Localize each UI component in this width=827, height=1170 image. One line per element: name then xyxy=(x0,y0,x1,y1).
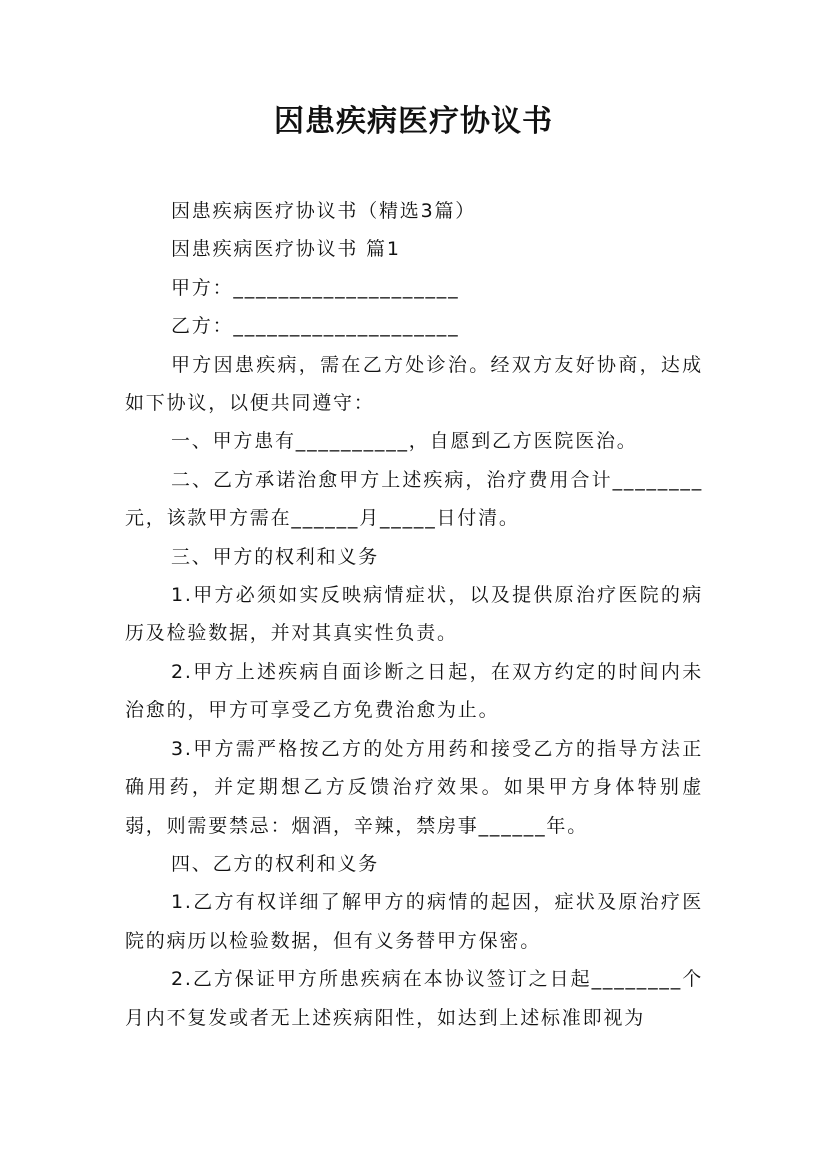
party-a-line: 甲方：____________________ xyxy=(171,276,460,299)
document-title: 因患疾病医疗协议书 xyxy=(274,104,553,139)
clause-2: 二、乙方承诺治愈甲方上述疾病，治疗费用合计________元，该款甲方需在______月_____日付清。 xyxy=(125,468,703,530)
clause-1: 一、甲方患有__________，自愿到乙方医院医治。 xyxy=(171,430,638,453)
party-b-line: 乙方：____________________ xyxy=(171,315,460,338)
clause-4-item-1: 1.乙方有权详细了解甲方的病情的起因，症状及原治疗医院的病历以检验数据，但有义务替甲方保密。 xyxy=(125,891,703,952)
clause-3-heading: 三、甲方的权利和义务 xyxy=(171,545,380,568)
paragraph-intro: 甲方因患疾病，需在乙方处诊治。经双方友好协商，达成如下协议，以便共同遵守： xyxy=(125,353,703,415)
clause-4-heading: 四、乙方的权利和义务 xyxy=(171,852,380,875)
clause-3-item-1: 1.甲方必须如实反映病情症状，以及提供原治疗医院的病历及检验数据，并对其真实性负责。 xyxy=(125,584,703,645)
clause-3-item-2: 2.甲方上述疾病自面诊断之日起，在双方约定的时间内未治愈的，甲方可享受乙方免费治愈为止。 xyxy=(125,660,703,722)
paragraph-subtitle: 因患疾病医疗协议书（精选3篇） xyxy=(171,200,477,222)
document-body xyxy=(125,192,703,1037)
clause-3-item-3: 3.甲方需严格按乙方的处方用药和接受乙方的指导方法正确用药，并定期想乙方反馈治疗效果。如果甲方身体特别虚弱，则需要禁忌：烟酒，辛辣，禁房事______年。 xyxy=(125,737,703,837)
clause-4-item-2: 2.乙方保证甲方所患疾病在本协议签订之日起________个月内不复发或者无上述疾病阳性，如达到上述标准即视为 xyxy=(125,968,703,1029)
paragraph-section-heading: 因患疾病医疗协议书 篇1 xyxy=(171,238,401,261)
